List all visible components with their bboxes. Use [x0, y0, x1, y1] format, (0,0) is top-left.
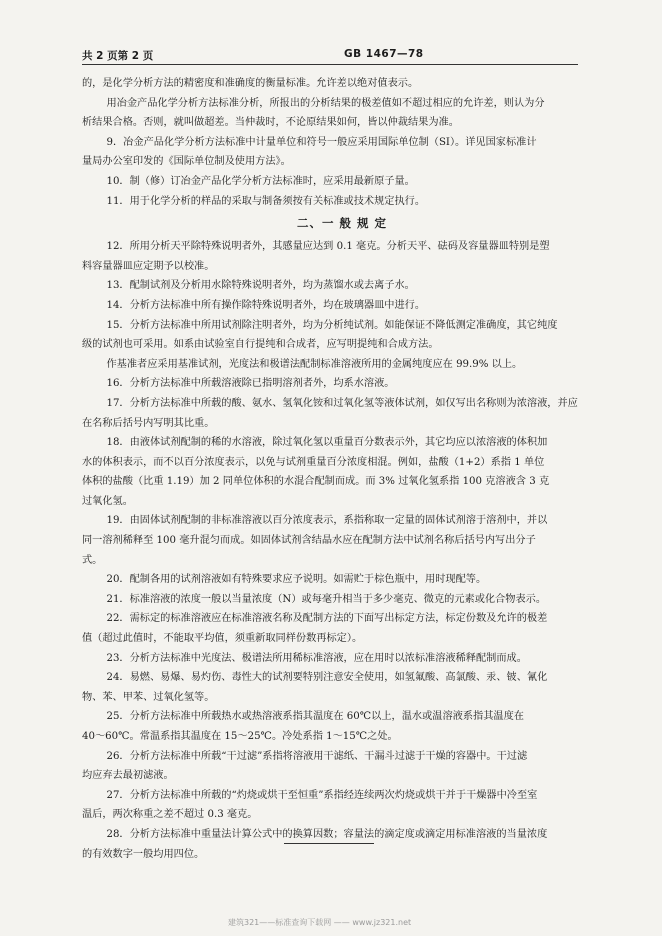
text-line: 值（超过此值时，不能取平均值，须重新取同样份数再标定）。 — [82, 633, 363, 645]
text-line: 27．分析方法标准中所载的“灼烧或烘干至恒重”系指经连续两次灼烧或烘干并于干燥器中冷至室 — [106, 789, 538, 801]
text-line: 19．由固体试剂配制的非标准溶液以百分浓度表示，系指称取一定量的固体试剂溶于溶剂中，并以 — [106, 515, 548, 527]
text-line: 12．所用分析天平除特殊说明者外，其感量应达到 0.1 毫克。分析天平、砝码及容量器皿特别是塑 — [106, 241, 550, 253]
text-line: 均应弃去最初滤液。 — [82, 770, 174, 782]
text-line: 40～60℃。常温系指其温度在 15～25℃。冷处系指 1～15℃之处。 — [82, 731, 398, 742]
text-line: 水的体积表示，而不以百分浓度表示，以免与试剂重量百分浓度相混。例如，盐酸（1+2）系指 1 单位 — [82, 456, 545, 468]
text-line: 16．分析方法标准中所载溶液除已指明溶剂者外，均系水溶液。 — [106, 378, 395, 390]
standard-code: GB 1467—78 — [344, 48, 424, 60]
text-line: 物、苯、甲苯、过氧化氢等。 — [82, 691, 215, 703]
document-body — [82, 74, 602, 864]
page-number-label: 共 2 页第 2 页 — [82, 50, 154, 62]
text-line: 式。 — [82, 554, 103, 566]
text-line: 料容量器皿应定期予以校准。 — [82, 260, 215, 272]
text-line: 在名称后括号内写明其比重。 — [82, 417, 215, 429]
text-line: 24．易燃、易爆、易灼伤、毒性大的试剂要特别注意安全使用，如氢氟酸、高氯酸、汞、铍、氰化 — [106, 672, 548, 684]
text-line: 23．分析方法标准中光度法、极谱法所用稀标准溶液，应在用时以浓标准溶液稀释配制而成。 — [106, 652, 527, 664]
text-line: 过氧化氢。 — [82, 495, 133, 507]
text-line: 20．配制各用的试剂溶液如有特殊要求应予说明。如需贮于棕色瓶中，用时现配等。 — [106, 574, 487, 586]
text-line: 18．由液体试剂配制的稀的水溶液，除过氧化氢以重量百分数表示外，其它均应以浓溶液的体积加 — [106, 437, 548, 449]
text-line: 10．制（修）订冶金产品化学分析方法标准时，应采用最新原子量。 — [106, 175, 415, 187]
end-divider — [284, 843, 374, 844]
text-line: 14．分析方法标准中所有操作除特殊说明者外，均在玻璃器皿中进行。 — [106, 299, 426, 311]
text-line: 11．用于化学分析的样品的采取与制备须按有关标准或技术规定执行。 — [106, 195, 426, 207]
text-line: 温后，两次称重之差不超过 0.3 毫克。 — [82, 809, 258, 821]
text-line: 析结果合格。否则，就叫做超差。当仲裁时，不论原结果如何，皆以仲裁结果为准。 — [82, 117, 459, 129]
text-line: 9．冶金产品化学分析方法标准中计量单位和符号一般应采用国际单位制（SI）。详见国家标准计 — [106, 136, 537, 148]
text-line: 用冶金产品化学分析方法标准分析，所报出的分析结果的极差值如不超过相应的允许差，则认为分 — [106, 97, 545, 109]
section-title: 二、一 般 规 定 — [296, 216, 387, 231]
page-header — [82, 46, 578, 64]
text-line: 量局办公室印发的《国际单位制及使用方法》。 — [82, 156, 291, 168]
text-line: 的，是化学分析方法的精密度和准确度的衡量标准。允许差以绝对值表示。 — [82, 78, 419, 89]
text-line: 28．分析方法标准中重量法计算公式中的换算因数；容量法的滴定度或滴定用标准溶液的当量浓度 — [106, 828, 548, 840]
text-line: 22．需标定的标准溶液应在标准溶液名称及配制方法的下面写出标定方法，标定份数及允许的极差 — [106, 613, 548, 625]
text-line: 同一溶剂稀释至 100 毫升混匀而成。如固体试剂含结晶水应在配制方法中试剂名称后括号内写出分子 — [82, 535, 536, 547]
watermark-footer: 建筑321——标准查询下载网 —— www.jz321.net — [228, 918, 412, 927]
text-line: 13．配制试剂及分析用水除特殊说明者外，均为蒸馏水或去离子水。 — [106, 280, 415, 292]
header-divider — [82, 64, 578, 65]
text-line: 的有效数字一般均用四位。 — [82, 848, 205, 860]
text-line: 15．分析方法标准中所用试剂除注明者外，均为分析纯试剂。如能保证不降低测定准确度，其它纯度 — [106, 319, 558, 331]
text-line: 25．分析方法标准中所载热水或热溶液系指其温度在 60℃以上，温水或温溶液系指其温度在 — [106, 711, 524, 723]
text-line: 17．分析方法标准中所载的酸、氨水、氢氧化铵和过氧化氢等液体试剂，如仅写出名称则为浓溶液，并应 — [106, 397, 578, 409]
text-line: 级的试剂也可采用。如系由试验室自行提纯和合成者，应写明提纯和合成方法。 — [82, 339, 439, 351]
text-line: 21．标准溶液的浓度一般以当量浓度（N）或每毫升相当于多少毫克、微克的元素或化合物表示。 — [106, 593, 547, 605]
text-line: 体积的盐酸（比重 1.19）加 2 同单位体积的水混合配制而成。而 3% 过氧化氢系指 100 克溶液含 3 克 — [82, 476, 550, 488]
intro-paragraphs — [82, 74, 602, 211]
text-line: 26．分析方法标准中所载“干过滤”系指将溶液用干滤纸、干漏斗过滤于干燥的容器中。干过滤 — [106, 750, 528, 762]
text-line: 作基准者应采用基准试剂，光度法和极谱法配制标准溶液所用的金属纯度应在 99.9% 以上。 — [106, 358, 523, 370]
general-rules — [82, 237, 602, 864]
